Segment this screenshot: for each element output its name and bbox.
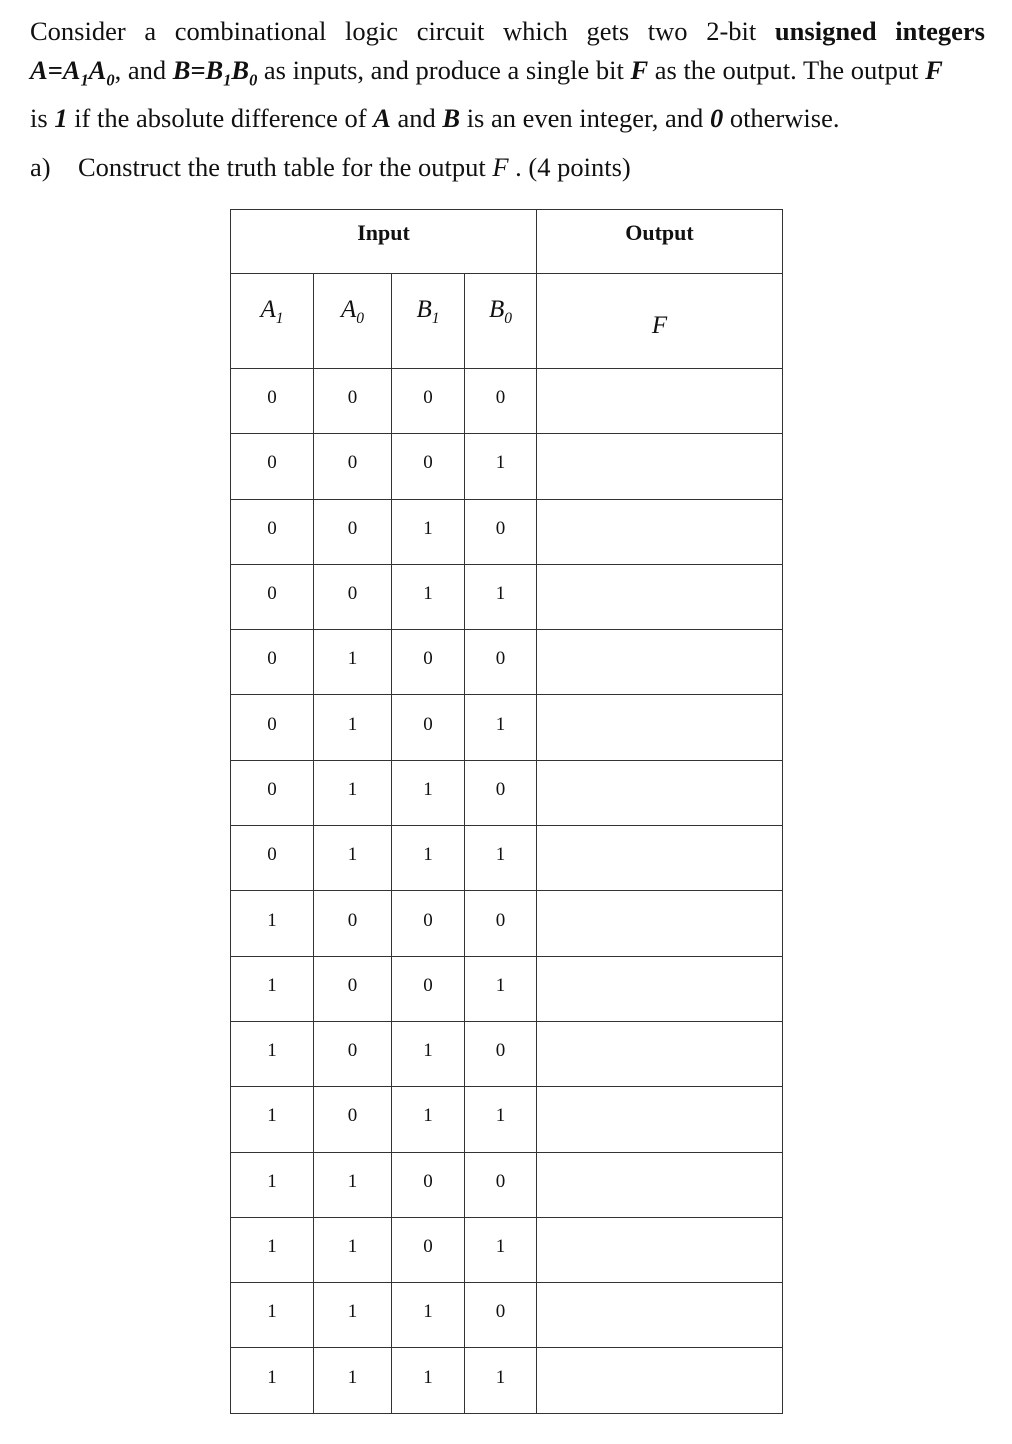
input-cell: 1 [392, 1021, 465, 1086]
input-cell: 0 [231, 499, 314, 564]
input-header: Input [231, 210, 537, 274]
input-cell: 1 [314, 1217, 392, 1282]
word: which [503, 16, 568, 46]
input-cell: 0 [314, 499, 392, 564]
table-row [231, 695, 783, 760]
table-row [231, 1021, 783, 1086]
input-cell: 1 [314, 760, 392, 825]
output-cell[interactable] [537, 1087, 783, 1152]
truth-table [230, 209, 783, 1414]
input-cell: 1 [231, 1217, 314, 1282]
col-a0: $A_0$ [314, 274, 392, 369]
input-cell: 1 [392, 1087, 465, 1152]
input-cell: 1 [465, 1087, 537, 1152]
output-cell[interactable] [537, 564, 783, 629]
input-cell: 0 [465, 499, 537, 564]
word: 2-bit [706, 16, 757, 46]
input-cell: 0 [392, 1152, 465, 1217]
input-cell: 0 [392, 630, 465, 695]
input-cell: 0 [465, 1021, 537, 1086]
problem-line-3: is 1 if the absolute difference of A and B is an even integer, and 0 otherwise. [30, 103, 840, 134]
output-cell[interactable] [537, 630, 783, 695]
problem-line-2: $A=A_1A_0$, and $B=B_1B_0$ as inputs, and produce a single bit F as the output. The output F [30, 54, 943, 89]
output-cell[interactable] [537, 826, 783, 891]
word: a [144, 16, 157, 46]
input-cell: 0 [465, 891, 537, 956]
output-cell[interactable] [537, 434, 783, 499]
input-cell: 1 [392, 760, 465, 825]
table-row [231, 1152, 783, 1217]
input-cell: 0 [465, 369, 537, 434]
output-cell[interactable] [537, 891, 783, 956]
col-b1: $B_1$ [392, 274, 465, 369]
input-cell: 0 [392, 434, 465, 499]
input-cell: 1 [465, 434, 537, 499]
table-row [231, 1348, 783, 1413]
input-cell: 1 [465, 564, 537, 629]
col-b0: $B_0$ [465, 274, 537, 369]
table-row [231, 564, 783, 629]
table-row [231, 1217, 783, 1282]
output-cell[interactable] [537, 1152, 783, 1217]
output-cell[interactable] [537, 1021, 783, 1086]
input-cell: 1 [314, 695, 392, 760]
input-cell: 0 [314, 1087, 392, 1152]
table-row [231, 1087, 783, 1152]
input-cell: 0 [231, 369, 314, 434]
input-cell: 1 [392, 1283, 465, 1348]
table-row [231, 434, 783, 499]
input-cell: 1 [392, 826, 465, 891]
problem-statement [30, 12, 985, 138]
input-cell: 0 [314, 564, 392, 629]
input-cell: 1 [392, 1348, 465, 1413]
input-cell: 1 [392, 564, 465, 629]
input-cell: 0 [314, 891, 392, 956]
col-a1: $A_1$ [231, 274, 314, 369]
part-a-label: a) [30, 152, 51, 182]
table-row [231, 826, 783, 891]
input-cell: 1 [231, 1283, 314, 1348]
input-cell: 0 [392, 891, 465, 956]
output-cell[interactable] [537, 1217, 783, 1282]
word-bold: integers [895, 16, 985, 46]
input-cell: 0 [465, 1152, 537, 1217]
input-cell: 1 [231, 891, 314, 956]
input-cell: 0 [392, 956, 465, 1021]
input-cell: 1 [314, 630, 392, 695]
input-cell: 1 [314, 1348, 392, 1413]
word-bold: unsigned [774, 16, 877, 46]
part-a-question: a) Construct the truth table for the output F . (4 points) [30, 148, 631, 186]
input-cell: 1 [465, 956, 537, 1021]
input-cell: 0 [314, 369, 392, 434]
input-cell: 0 [231, 695, 314, 760]
table-row [231, 956, 783, 1021]
word: Consider [30, 16, 126, 46]
output-cell[interactable] [537, 499, 783, 564]
input-cell: 0 [392, 1217, 465, 1282]
input-cell: 1 [231, 1152, 314, 1217]
input-cell: 1 [314, 1152, 392, 1217]
output-cell[interactable] [537, 760, 783, 825]
output-cell[interactable] [537, 695, 783, 760]
input-cell: 1 [314, 826, 392, 891]
word: logic [345, 16, 399, 46]
input-cell: 0 [465, 630, 537, 695]
input-cell: 0 [465, 760, 537, 825]
col-f: F [537, 274, 783, 369]
table-row [231, 891, 783, 956]
word: circuit [416, 16, 485, 46]
input-cell: 1 [231, 1348, 314, 1413]
input-cell: 0 [231, 434, 314, 499]
column-header-row [231, 274, 783, 369]
input-cell: 0 [231, 826, 314, 891]
input-cell: 0 [314, 434, 392, 499]
output-cell[interactable] [537, 1348, 783, 1413]
input-cell: 1 [465, 1217, 537, 1282]
table-row [231, 760, 783, 825]
input-cell: 0 [465, 1283, 537, 1348]
table-row [231, 1283, 783, 1348]
word: gets [586, 16, 630, 46]
table-row [231, 499, 783, 564]
problem-line-1 [30, 12, 985, 51]
output-cell[interactable] [537, 956, 783, 1021]
output-cell[interactable] [537, 1283, 783, 1348]
table-row [231, 630, 783, 695]
input-cell: 0 [314, 1021, 392, 1086]
input-cell: 0 [392, 695, 465, 760]
input-cell: 0 [231, 760, 314, 825]
output-cell[interactable] [537, 369, 783, 434]
word: combinational [174, 16, 327, 46]
input-cell: 0 [231, 630, 314, 695]
input-cell: 0 [392, 369, 465, 434]
input-cell: 1 [314, 1283, 392, 1348]
input-cell: 1 [465, 695, 537, 760]
input-cell: 1 [231, 956, 314, 1021]
input-cell: 0 [314, 956, 392, 1021]
word: two [647, 16, 688, 46]
input-cell: 1 [231, 1021, 314, 1086]
input-cell: 1 [465, 1348, 537, 1413]
table-row [231, 369, 783, 434]
input-cell: 1 [392, 499, 465, 564]
input-cell: 0 [231, 564, 314, 629]
input-cell: 1 [231, 1087, 314, 1152]
input-cell: 1 [465, 826, 537, 891]
output-header: Output [537, 210, 783, 274]
